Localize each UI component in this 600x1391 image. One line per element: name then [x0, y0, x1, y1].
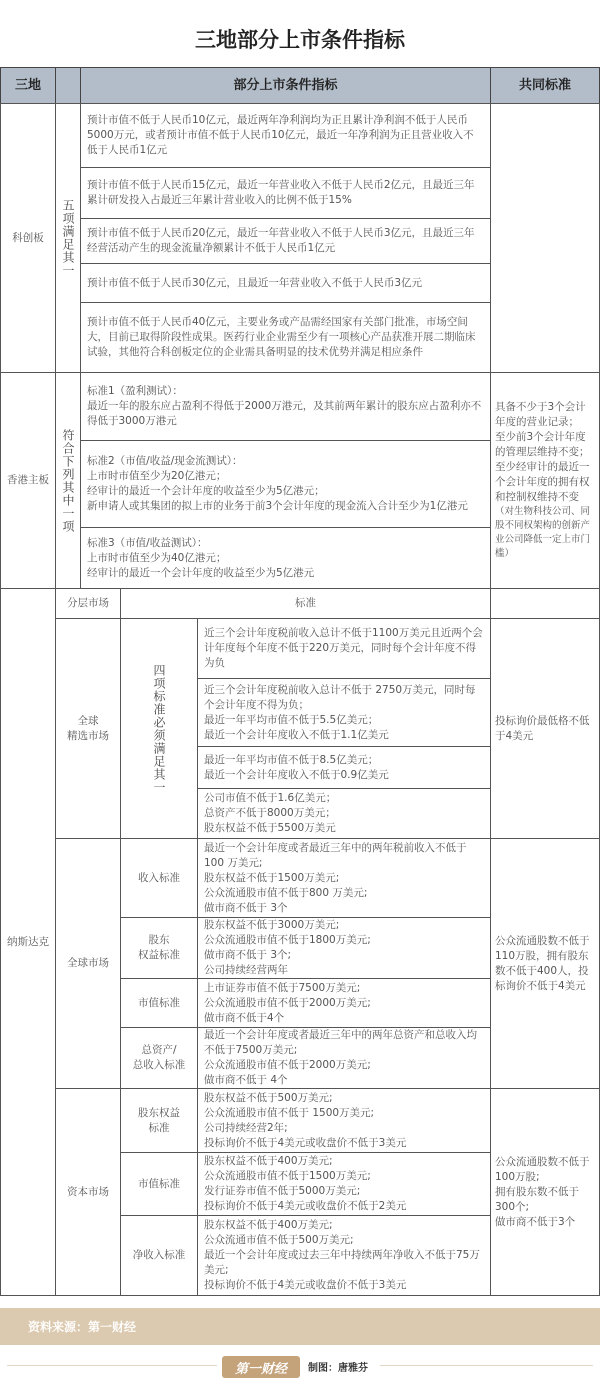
capital-market-standard-text: 股东权益不低于500万美元; 公众流通股市值不低于 1500万美元; 公司持续经营2年; 投标询价不低于4美元或收盘价不低于3美元 — [197, 1088, 491, 1153]
header-indicators: 部分上市条件指标 — [80, 67, 491, 104]
tier-capital-market: 资本市场 — [55, 1088, 121, 1296]
global-market-standard-text: 股东权益不低于3000万美元; 公众流通股市值不低于1800万美元; 做市商不低于 3个; 公司持续经营两年 — [197, 917, 491, 979]
star-item: 预计市值不低于人民币40亿元，主要业务或产品需经国家有关部门批准，市场空间大，目前已取得阶段性成果。医药行业企业需至少有一项核心产品获准开展二期临床试验，其他符合科创板定位的企业需具备明显的技术优势并满足相应条件 — [80, 302, 491, 373]
capital-market-common: 公众流通股数不低于100万股; 拥有股东数不低于300个; 做市商不低于3个 — [490, 1088, 600, 1296]
star-rule: 五项满足其一 — [55, 103, 81, 373]
capital-market-standard-text: 股东权益不低于400万美元; 公众流通股市值不低于1500万美元; 发行证券市值不低于5000万美元; 投标询价不低于4美元或收盘价不低于2美元 — [197, 1152, 491, 1216]
capital-market-standard-name: 股东权益 标准 — [120, 1088, 198, 1153]
source-text: 资料来源：第一财经 — [28, 1320, 137, 1334]
nasdaq-standard-header: 标准 — [120, 588, 491, 619]
header-common: 共同标准 — [490, 67, 600, 104]
global-select-item: 近三个会计年度税前收入总计不低于1100万美元且近两个会计年度每个年度不低于220万美元，同时每个会计年度不得为负 — [197, 618, 491, 679]
capital-market-standard-name: 市值标准 — [120, 1152, 198, 1216]
credit-text: 制图：唐雅芬 — [308, 1363, 368, 1374]
star-item: 预计市值不低于人民币10亿元，最近两年净利润均为正且累计净利润不低于人民币5000万元，或者预计市值不低于人民币10亿元，最近一年净利润为正且营业收入不低于人民币1亿元 — [80, 103, 491, 168]
nasdaq-tier-header: 分层市场 — [55, 588, 121, 619]
global-select-rule: 四项标准必须满足其一 — [120, 618, 198, 839]
header-blank — [55, 67, 81, 104]
tier-global-select: 全球 精选市场 — [55, 618, 121, 839]
hk-item: 标准3（市值/收益测试）： 上市时市值至少为40亿港元； 经审计的最近一个会计年度的收益至少为5亿港元 — [80, 527, 491, 589]
region-hk: 香港主板 — [0, 372, 56, 589]
nasdaq-common-header — [490, 588, 600, 619]
header-region: 三地 — [0, 67, 56, 104]
global-select-item: 最近一年平均市值不低于8.5亿美元； 最近一个会计年度收入不低于0.9亿美元 — [197, 746, 491, 789]
page-title: 三地部分上市条件指标 — [195, 28, 405, 52]
region-star: 科创板 — [0, 103, 56, 373]
star-item: 预计市值不低于人民币20亿元，最近一年营业收入不低于人民币3亿元，且最近三年经营活动产生的现金流量净额累计不低于人民币1亿元 — [80, 218, 491, 264]
global-select-common: 投标询价最低格不低于4美元 — [490, 618, 600, 839]
capital-market-standard-text: 股东权益不低于400万美元; 公众流通市值不低于500万美元; 最近一个会计年度或过去三年中持续两年净收入不低于75万美元; 投标询价不低于4美元或收盘价不低于3美元 — [197, 1215, 491, 1296]
hk-rule: 符合下列其中一项 — [55, 372, 81, 589]
hk-item: 标准1（盈利测试）： 最近一年的股东应占盈利不得低于2000万港元，及其前两年累计的股东应占盈利亦不得低于3000万港元 — [80, 372, 491, 441]
global-market-standard-text: 最近一个会计年度或者最近三年中的两年总资产和总收入均不低于7500万美元; 公众流通股市值不低于2000万美元; 做市商不低于 4个 — [197, 1027, 491, 1089]
global-market-standard-text: 最近一个会计年度或者最近三年中的两年税前收入不低于100 万美元; 股东权益不低于1500万美元; 公众流通股市值不低于800 万美元; 做市商不低于 3个 — [197, 838, 491, 918]
star-item: 预计市值不低于人民币30亿元，且最近一年营业收入不低于人民币3亿元 — [80, 263, 491, 303]
tier-global-market: 全球市场 — [55, 838, 121, 1089]
global-market-standard-text: 上市证券市值不低于7500万美元; 公众流通股市值不低于2000万美元; 做市商不低于4个 — [197, 978, 491, 1028]
global-market-common: 公众流通股数不低于110万股，拥有股东数不低于400人，投标询价不低于4美元 — [490, 838, 600, 1089]
source-band — [0, 1308, 600, 1345]
global-market-standard-name: 市值标准 — [120, 978, 198, 1028]
hk-common-note: （对生物科技公司、同股不同权架构的创新产业公司降低一定上市门槛） — [495, 506, 591, 559]
hk-common — [490, 372, 600, 589]
region-nasdaq: 纳斯达克 — [0, 588, 56, 1296]
hk-item: 标准2（市值/收益/现金流测试）： 上市时市值至少为20亿港元； 经审计的最近一个会计年度的收益至少为5亿港元； 新申请人或其集团的拟上市的业务于前3个会计年度的现金流入合计至少为1亿港元 — [80, 440, 491, 528]
star-item: 预计市值不低于人民币15亿元，最近一年营业收入不低于人民币2亿元，且最近三年累计研发投入占最近三年累计营业收入的比例不低于15% — [80, 167, 491, 219]
global-market-standard-name: 总资产/ 总收入标准 — [120, 1027, 198, 1089]
divider-left — [7, 1365, 217, 1366]
brand-logo: 第一财经 — [222, 1356, 300, 1378]
global-market-standard-name: 股东 权益标准 — [120, 917, 198, 979]
hk-common-text: 具备不少于3个会计年度的营业记录； 至少前3个会计年度的管理层维持不变； 至少经审计的最近一个会计年度的拥有权和控制权维持不变 — [495, 401, 590, 503]
star-common — [490, 103, 600, 373]
global-market-standard-name: 收入标准 — [120, 838, 198, 918]
capital-market-standard-name: 净收入标准 — [120, 1215, 198, 1296]
divider-right — [380, 1365, 593, 1366]
global-select-item: 公司市值不低于1.6亿美元； 总资产不低于8000万美元； 股东权益不低于5500万美元 — [197, 788, 491, 839]
global-select-item: 近三个会计年度税前收入总计不低于 2750万美元，同时每个会计年度不得为负； 最近一年平均市值不低于5.5亿美元； 最近一个会计年度收入不低于1.1亿美元 — [197, 678, 491, 747]
